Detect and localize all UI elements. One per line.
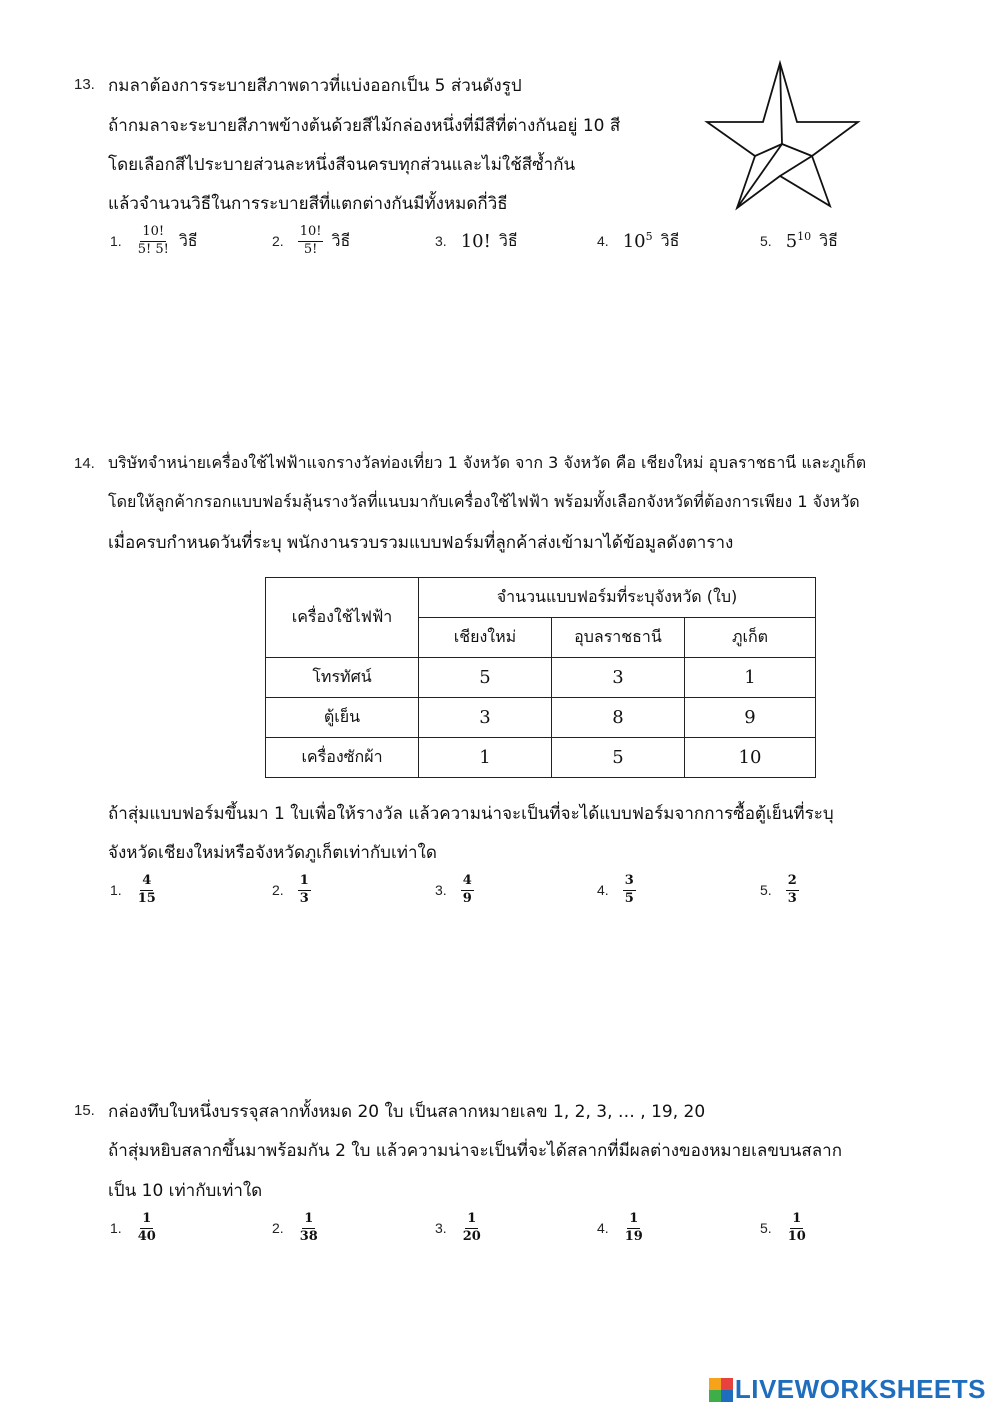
question-text-line: แล้วจำนวนวิธีในการระบายสีที่แตกต่างกันมีทั้งหมดกี่วิธี <box>108 194 508 214</box>
table-cell: 1 <box>685 658 816 698</box>
option-5[interactable] <box>760 219 838 263</box>
power-base: 10 <box>622 231 646 252</box>
table-cell: 8 <box>552 698 685 738</box>
option-number: 1. <box>110 233 122 249</box>
question-number: 14. <box>74 455 95 472</box>
table-cell: 5 <box>419 658 552 698</box>
fraction-denominator: 10 <box>787 1228 806 1244</box>
fraction <box>461 1212 483 1244</box>
star-divider <box>780 156 812 176</box>
fraction-denominator: 40 <box>137 1228 156 1244</box>
star-figure <box>700 58 865 214</box>
fraction <box>623 1212 645 1244</box>
table-row-label: เครื่องซักผ้า <box>266 738 419 778</box>
option-number: 2. <box>272 233 284 249</box>
fraction-denominator: 38 <box>299 1228 318 1244</box>
fraction <box>786 874 799 906</box>
option-number: 1. <box>110 1220 122 1236</box>
option-1[interactable] <box>110 219 198 263</box>
question-text-line: ถ้ากมลาจะระบายสีภาพข้างต้นด้วยสีไม้กล่องหนึ่งที่มีสีที่ต่างกันอยู่ 10 สี <box>108 116 621 136</box>
logo-square <box>721 1390 733 1402</box>
logo-text: LIVEWORKSHEETS <box>734 1374 986 1404</box>
fraction <box>136 874 158 906</box>
fraction-numerator: 1 <box>140 1212 153 1228</box>
option-expression: 10! <box>460 230 491 252</box>
option-number: 5. <box>760 882 772 898</box>
power-exponent: 5 <box>645 230 653 243</box>
question-text-line: โดยเลือกสีไประบายส่วนละหนึ่งสีจนครบทุกส่วนและไม่ใช้สีซ้ำกัน <box>108 155 576 175</box>
fraction-numerator: 1 <box>302 1212 315 1228</box>
option-unit: วิธี <box>178 230 198 250</box>
fraction-denominator: 5! <box>303 241 318 257</box>
option-5[interactable] <box>760 868 799 912</box>
fraction <box>298 874 311 906</box>
table-row <box>266 658 816 698</box>
option-number: 2. <box>272 1220 284 1236</box>
table-column-header: ภูเก็ต <box>685 618 816 658</box>
question-text-line: บริษัทจำหน่ายเครื่องใช้ไฟฟ้าแจกรางวัลท่องเที่ยว 1 จังหวัด จาก 3 จังหวัด คือ เชียงใหม่ อุบลราชธานี และภูเก็ต <box>108 453 867 472</box>
table-row <box>266 698 816 738</box>
option-4[interactable] <box>597 219 679 263</box>
fraction-numerator: 4 <box>461 874 474 890</box>
table-cell: 9 <box>685 698 816 738</box>
option-4[interactable] <box>597 868 636 912</box>
fraction-numerator: 2 <box>786 874 799 890</box>
fraction <box>298 1212 320 1244</box>
option-3[interactable] <box>435 868 474 912</box>
option-expression <box>786 230 811 252</box>
fraction-numerator: 10! <box>298 225 324 241</box>
table-cell: 3 <box>419 698 552 738</box>
question-text-line: ถ้าสุ่มแบบฟอร์มขึ้นมา 1 ใบเพื่อให้รางวัล แล้วความน่าจะเป็นที่จะได้แบบฟอร์มจากการซื้อตู้เย็นที่ระบุ <box>108 804 834 824</box>
option-number: 4. <box>597 882 609 898</box>
fraction <box>298 225 324 257</box>
option-unit: วิธี <box>819 230 838 250</box>
data-table <box>265 577 816 778</box>
table-cell: 3 <box>552 658 685 698</box>
fraction-denominator: 3 <box>787 890 797 906</box>
table-row <box>266 738 816 778</box>
fraction-denominator: 9 <box>462 890 472 906</box>
option-number: 3. <box>435 882 447 898</box>
table-row-label: ตู้เย็น <box>266 698 419 738</box>
fraction-numerator: 1 <box>298 874 311 890</box>
fraction <box>461 874 474 906</box>
liveworksheets-mark-icon <box>709 1378 733 1402</box>
option-2[interactable] <box>272 868 311 912</box>
table-cell: 10 <box>685 738 816 778</box>
logo-square <box>709 1390 721 1402</box>
fraction-numerator: 1 <box>790 1212 803 1228</box>
question-text-line: โดยให้ลูกค้ากรอกแบบฟอร์มลุ้นรางวัลที่แนบมากับเครื่องใช้ไฟฟ้า พร้อมทั้งเลือกจังหวัดที่ต้องการเพียง 1 จังหวัด <box>108 492 860 511</box>
fraction-numerator: 3 <box>623 874 636 890</box>
fraction-numerator: 4 <box>140 874 153 890</box>
star-divider <box>782 144 812 156</box>
option-unit: วิธี <box>498 230 518 250</box>
question-number: 15. <box>74 1102 95 1119</box>
option-4[interactable] <box>597 1206 645 1250</box>
option-unit: วิธี <box>660 230 680 250</box>
table-group-header: จำนวนแบบฟอร์มที่ระบุจังหวัด (ใบ) <box>419 578 816 618</box>
question-text-line: กมลาต้องการระบายสีภาพดาวที่แบ่งออกเป็น 5 ส่วนดังรูป <box>108 76 522 96</box>
option-number: 1. <box>110 882 122 898</box>
logo-square <box>721 1378 733 1390</box>
question-text-line: ถ้าสุ่มหยิบสลากขึ้นมาพร้อมกัน 2 ใบ แล้วความน่าจะเป็นที่จะได้สลากที่มีผลต่างของหมายเลขบนสลาก <box>108 1141 843 1161</box>
fraction-denominator: 20 <box>462 1228 481 1244</box>
fraction-denominator: 5 <box>624 890 634 906</box>
option-number: 4. <box>597 233 609 249</box>
option-5[interactable] <box>760 1206 808 1250</box>
question-text-line: กล่องทึบใบหนึ่งบรรจุสลากทั้งหมด 20 ใบ เป็นสลากหมายเลข 1, 2, 3, … , 19, 20 <box>108 1102 706 1122</box>
power-base: 5 <box>785 231 798 252</box>
option-1[interactable] <box>110 1206 158 1250</box>
table-column-header: อุบลราชธานี <box>552 618 685 658</box>
question-number: 13. <box>74 76 95 93</box>
star-divider <box>780 63 782 144</box>
fraction-denominator: 15 <box>137 890 156 906</box>
table-cell: 5 <box>552 738 685 778</box>
option-unit: วิธี <box>331 230 351 250</box>
question-text-line: จังหวัดเชียงใหม่หรือจังหวัดภูเก็ตเท่ากับเท่าใด <box>108 843 437 863</box>
option-number: 2. <box>272 882 284 898</box>
fraction <box>786 1212 808 1244</box>
table-column-header: เชียงใหม่ <box>419 618 552 658</box>
logo-square <box>709 1378 721 1390</box>
option-number: 5. <box>760 1220 772 1236</box>
fraction-numerator: 1 <box>627 1212 640 1228</box>
table-row-header: เครื่องใช้ไฟฟ้า <box>266 578 419 658</box>
fraction <box>136 225 171 257</box>
fraction-denominator: 3 <box>299 890 309 906</box>
fraction-denominator: 5! 5! <box>137 241 169 257</box>
fraction <box>623 874 636 906</box>
option-2[interactable] <box>272 219 350 263</box>
option-1[interactable] <box>110 868 158 912</box>
fraction-numerator: 1 <box>465 1212 478 1228</box>
option-number: 5. <box>760 233 772 249</box>
fraction-denominator: 19 <box>624 1228 643 1244</box>
table-cell: 1 <box>419 738 552 778</box>
option-number: 4. <box>597 1220 609 1236</box>
question-text-line: เมื่อครบกำหนดวันที่ระบุ พนักงานรวบรวมแบบฟอร์มที่ลูกค้าส่งเข้ามาได้ข้อมูลดังตาราง <box>108 533 734 553</box>
power-exponent: 10 <box>797 230 812 243</box>
fraction-numerator: 10! <box>140 225 166 241</box>
question-text-line: เป็น 10 เท่ากับเท่าใด <box>108 1181 263 1201</box>
fraction <box>136 1212 158 1244</box>
table-row-label: โทรทัศน์ <box>266 658 419 698</box>
option-expression <box>623 230 653 252</box>
option-3[interactable] <box>435 1206 483 1250</box>
option-number: 3. <box>435 1220 447 1236</box>
option-3[interactable] <box>435 219 518 263</box>
option-number: 3. <box>435 233 447 249</box>
option-2[interactable] <box>272 1206 320 1250</box>
liveworksheets-logo <box>709 1374 986 1405</box>
